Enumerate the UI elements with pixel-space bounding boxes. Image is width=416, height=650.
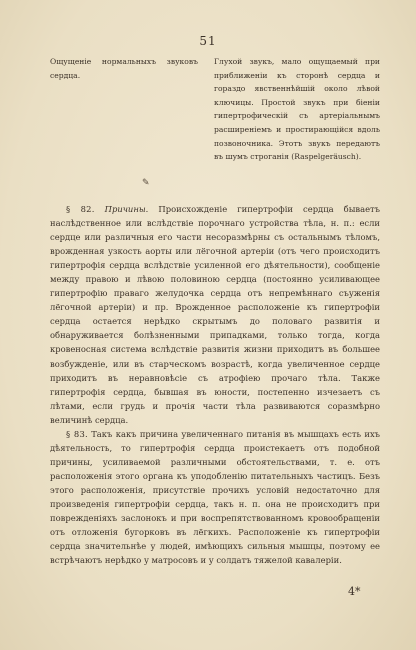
- main-text: [50, 202, 380, 567]
- section-82-heading: Причины.: [104, 204, 149, 214]
- page-number: 51: [199, 34, 217, 48]
- section-82: [50, 202, 380, 427]
- section-83-number: § 83.: [66, 428, 88, 439]
- section-82-text: Происхожденіе гипертрофіи сердца бываетъ наслѣдственное или вслѣдствіе порочнаго устройства тѣла, н. п.: если сердце или различныя его части несоразмѣрны съ остальнымъ тѣломъ, врожденная узкость аорты или лёгочной артеріи (отъ чего происходитъ гипертрофія сердца вслѣдствіе усиленной его дѣятельности), сообщеніе между правою и лѣвою половиною сердца (постоянно усиливающее гипертрофію праваго желудочка сердца отъ непремѣннаго съуженія лёгочной артеріи) и пр. Врожденное расположеніе къ гипертрофіи сердца остается нерѣдко скрытымъ до половаго развитія и обнаруживается болѣзненными припадками, только тогда, когда кровеносная система вслѣдствіе развитія жизни приходитъ въ большее возбужденіе, или въ старческомъ возрастѣ, когда увеличенное сердце приходитъ въ неравновѣсіе съ атрофіею прочаго тѣла. Также гипертрофія сердца, бывшая въ юности, постепенно изчезаетъ съ лѣтами, если грудь и прочія части тѣла развиваются соразмѣрно величинѣ сердца.: [50, 204, 380, 425]
- signature-mark: 4*: [348, 585, 361, 598]
- ink-mark: ✎: [142, 178, 150, 188]
- table-right-column: Глухой звукъ, мало ощущаемый при приближеніи къ сторонѣ сердца и гораздо явственнѣйшій около лѣвой ключицы. Простой звукъ при біеніи гипертрофическій съ артеріальнымъ расширеніемъ и простирающійся вдоль позвоночника. Этотъ звукъ передаютъ въ шумъ строганія (Raspelgeräusch).: [214, 57, 380, 162]
- section-83: [50, 427, 380, 567]
- section-83-text: Такъ какъ причина увеличеннаго питанія въ мышцахъ есть ихъ дѣятельность, то гипертрофія сердца проистекаетъ отъ подобной причины, усиливаемой различными обстоятельствами, т. е. отъ расположенія этого органа къ уподобленію питательныхъ частицъ. Безъ этого расположенія, присутствіе прочихъ условій недостаточно для произведенія гипертрофіи сердца, такъ н. п. она не происходитъ при поврежденіяхъ заслонокъ и при воспрепятствованномъ кровообращеніи отъ отложенія бугорковъ въ лёгкихъ. Расположеніе къ гипертрофіи сердца значительнѣе у людей, имѣющихъ сильныя мышцы, поэтому ее встрѣчаютъ нерѣдко у матросовъ и у солдатъ тяжелой кавалеріи.: [50, 428, 380, 566]
- table-left-column: Ощущеніе нормальныхъ звуковъ сердца.: [50, 57, 198, 80]
- section-82-number: § 82.: [66, 204, 95, 214]
